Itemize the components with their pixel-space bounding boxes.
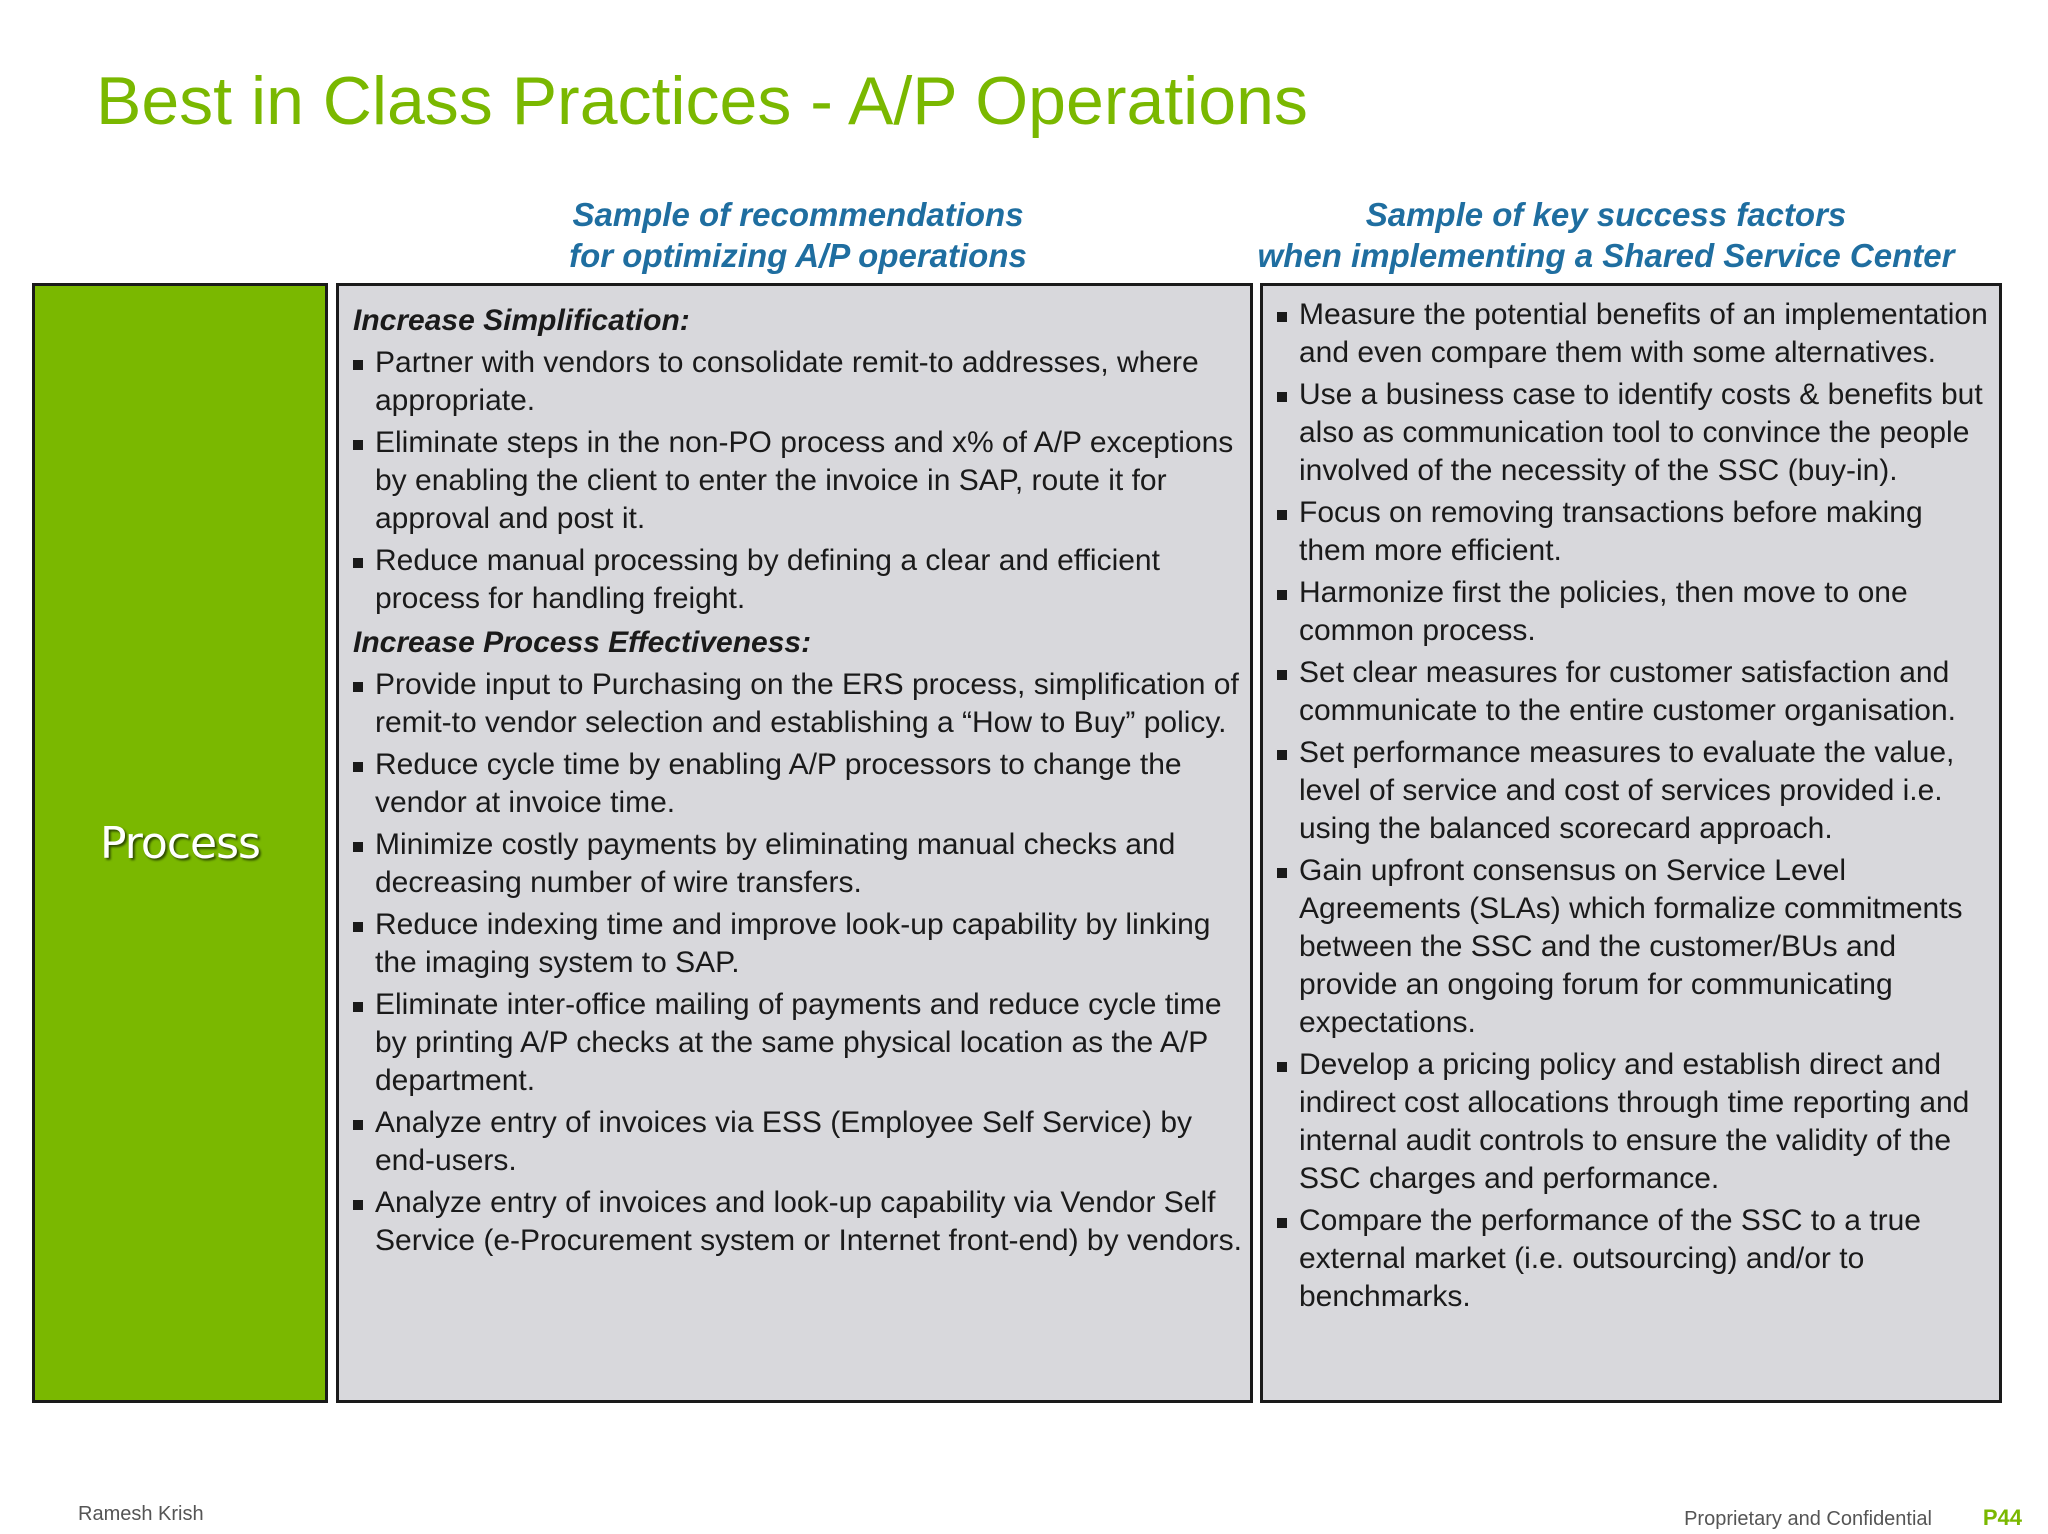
success-factors-list	[1277, 296, 1995, 1316]
list-item: Reduce indexing time and improve look-up capability by linking the imaging system to SAP.	[353, 906, 1246, 982]
list-item: Analyze entry of invoices and look-up capability via Vendor Self Service (e-Procurement system or Internet front-end) by vendors.	[353, 1184, 1246, 1260]
list-item: Minimize costly payments by eliminating manual checks and decreasing number of wire transfers.	[353, 826, 1246, 902]
recommendations-panel	[336, 283, 1253, 1403]
list-item: Gain upfront consensus on Service Level Agreements (SLAs) which formalize commitments between the SSC and the customer/BUs and provide an ongoing forum for communicating expectations.	[1277, 852, 1995, 1042]
process-label: Process	[100, 817, 260, 869]
success-factors-panel	[1260, 283, 2002, 1403]
list-item: Develop a pricing policy and establish direct and indirect cost allocations through time reporting and internal audit controls to ensure the validity of the SSC charges and performance.	[1277, 1046, 1995, 1198]
list-item: Compare the performance of the SSC to a true external market (i.e. outsourcing) and/or to benchmarks.	[1277, 1202, 1995, 1316]
success-factors-content	[1277, 296, 1995, 1320]
list-item: Analyze entry of invoices via ESS (Employee Self Service) by end-users.	[353, 1104, 1246, 1180]
list-item: Eliminate inter-office mailing of payments and reduce cycle time by printing A/P checks at the same physical location as the A/P department.	[353, 986, 1246, 1100]
list-item: Reduce cycle time by enabling A/P processors to change the vendor at invoice time.	[353, 746, 1246, 822]
list-item: Reduce manual processing by defining a clear and efficient process for handling freight.	[353, 542, 1246, 618]
list-item: Eliminate steps in the non-PO process and x% of A/P exceptions by enabling the client to enter the invoice in SAP, route it for approval and post it.	[353, 424, 1246, 538]
recommendations-content	[353, 296, 1246, 1266]
simplification-heading: Increase Simplification:	[353, 304, 690, 337]
list-item: Partner with vendors to consolidate remit-to addresses, where appropriate.	[353, 344, 1246, 420]
recommendations-heading	[336, 194, 1260, 276]
footer-author: Ramesh Krish	[78, 1503, 204, 1525]
list-item: Use a business case to identify costs & benefits but also as communication tool to convince the people involved of the necessity of the SSC (buy-in).	[1277, 376, 1995, 490]
slide-title: Best in Class Practices - A/P Operations	[96, 63, 1308, 139]
success-factors-heading-line2: when implementing a Shared Service Center	[1257, 237, 1955, 274]
recommendations-heading-line1: Sample of recommendations	[572, 196, 1024, 233]
success-factors-heading	[1242, 194, 1970, 276]
page-number: P44	[1982, 1505, 2022, 1530]
list-item: Set performance measures to evaluate the value, level of service and cost of services provided i.e. using the balanced scorecard approach.	[1277, 734, 1995, 848]
effectiveness-heading: Increase Process Effectiveness:	[353, 626, 812, 659]
footer-confidential: Proprietary and Confidential	[1684, 1508, 1932, 1530]
list-item: Measure the potential benefits of an implementation and even compare them with some alternatives.	[1277, 296, 1995, 372]
success-factors-heading-line1: Sample of key success factors	[1365, 196, 1847, 233]
list-item: Provide input to Purchasing on the ERS process, simplification of remit-to vendor selection and establishing a “How to Buy” policy.	[353, 666, 1246, 742]
simplification-list	[353, 344, 1246, 618]
list-item: Set clear measures for customer satisfaction and communicate to the entire customer organisation.	[1277, 654, 1995, 730]
list-item: Harmonize first the policies, then move to one common process.	[1277, 574, 1995, 650]
process-box	[32, 283, 328, 1403]
effectiveness-list	[353, 666, 1246, 1260]
recommendations-heading-line2: for optimizing A/P operations	[569, 237, 1027, 274]
list-item: Focus on removing transactions before making them more efficient.	[1277, 494, 1995, 570]
